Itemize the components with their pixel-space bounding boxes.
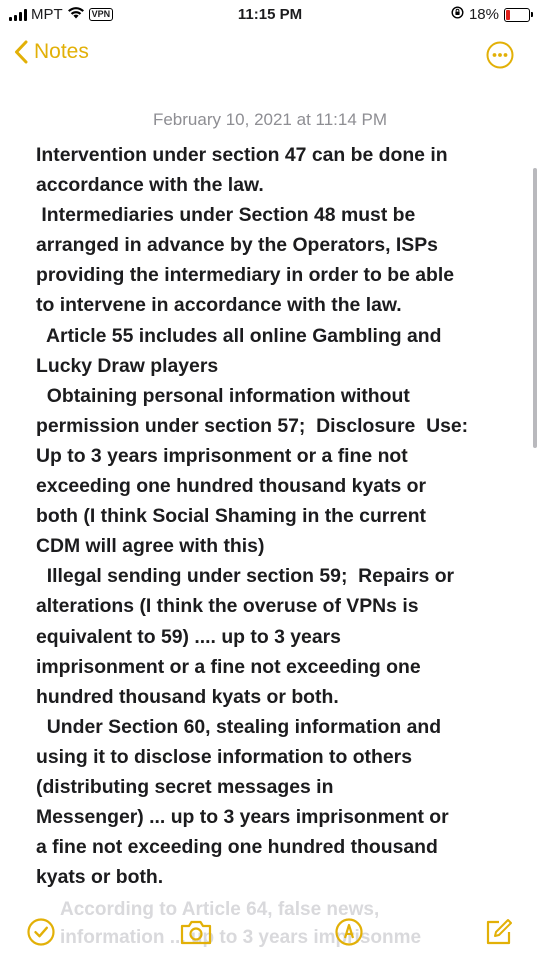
note-line: Article 55 includes all online Gambling and [36,324,442,347]
note-line: a fine not exceeding one hundred thousand [36,836,438,859]
compose-icon [482,916,514,948]
note-date: February 10, 2021 at 11:14 PM [152,110,388,129]
note-line: equivalent to 59) .... up to 3 years [36,625,341,648]
note-line: alterations (I think the overuse of VPNs is [36,595,419,618]
note-line: Intermediaries under Section 48 must be [36,204,416,227]
bottom-toolbar [0,910,540,956]
checklist-button[interactable] [25,916,57,948]
back-label: Notes [34,40,89,63]
back-button[interactable] [14,40,89,64]
note-line: Illegal sending under section 59; Repairs or [36,565,455,588]
markup-pen-icon [333,916,365,948]
note-line: exceeding one hundred thousand kyats or [36,475,427,498]
note-line: Up to 3 years imprisonment or a fine not [36,444,408,467]
note-line: Messenger) ... up to 3 years imprisonment or [36,806,449,829]
faded-note-line: information ... up to 3 years imprisonme [60,927,422,948]
carrier-label: MPT [31,6,63,23]
more-button[interactable] [486,41,514,69]
note-line: permission under section 57; Disclosure Use: [36,414,469,437]
note-line: Under Section 60, stealing information and [36,715,442,738]
note-line: providing the intermediary in order to be able [36,264,455,287]
note-line: using it to disclose information to others [36,745,412,768]
note-body[interactable] [36,140,516,892]
camera-button[interactable] [178,916,214,948]
battery-level-fill [506,10,510,20]
note-line: hundred thousand kyats or both. [36,685,339,708]
camera-icon [178,916,214,948]
note-line: Obtaining personal information without [36,384,410,407]
note-line: (distributing secret messages in [36,775,334,798]
chevron-left-icon [14,40,28,64]
status-right [451,6,530,23]
checklist-icon [25,916,57,948]
note-line: accordance with the law. [36,174,264,197]
note-line: arranged in advance by the Operators, ISPs [36,234,438,257]
note-line: imprisonment or a fine not exceeding one [36,655,421,678]
note-line: kyats or both. [36,866,164,889]
battery-icon [504,8,530,22]
status-time: 11:15 PM [237,6,303,23]
scroll-indicator[interactable] [533,168,537,448]
battery-percent: 18% [468,6,499,23]
orientation-lock-icon [451,6,464,23]
faded-note-line: According to Article 64, false news, [60,899,380,920]
status-bar [0,0,540,30]
note-line: Intervention under section 47 can be done in [36,144,448,166]
note-line: CDM will agree with this) [36,535,265,558]
note-line: Lucky Draw players [36,354,219,377]
note-line: to intervene in accordance with the law. [36,294,402,317]
compose-button[interactable] [482,916,514,948]
note-line: both (I think Social Shaming in the current [36,505,426,528]
markup-button[interactable] [333,916,365,948]
more-ellipsis-icon [486,41,514,69]
vpn-badge: VPN [89,8,114,21]
